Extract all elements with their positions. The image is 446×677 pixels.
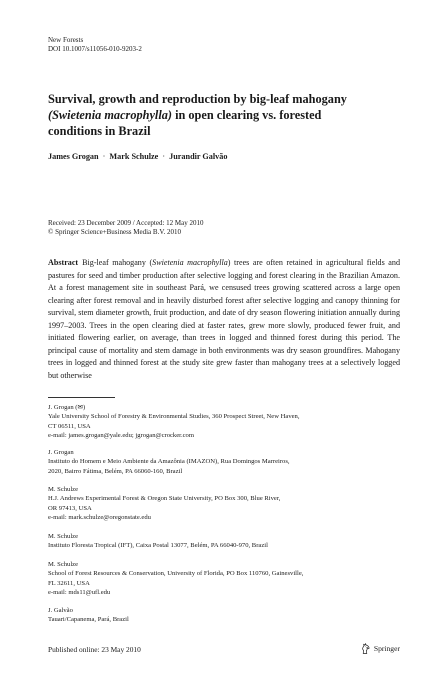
affiliation-author: M. Schulze — [48, 486, 79, 493]
affiliation-email[interactable]: e-mail: mds11@ufl.edu — [48, 588, 111, 596]
footnote-divider — [48, 397, 115, 398]
affiliation-address: Instituto Floresta Tropical (IFT), Caixa Postal 13077, Belém, PA 66040-970, Brazil — [48, 542, 268, 550]
affiliation-block — [48, 485, 400, 522]
affiliation-block — [48, 560, 400, 597]
abstract-species: Swietenia macrophylla — [152, 258, 228, 267]
affiliation-author: J. Grogan — [48, 449, 74, 456]
abstract-paragraph — [48, 257, 400, 382]
published-online-date: Published online: 23 May 2010 — [48, 645, 141, 654]
title-line-2-rest: in open clearing vs. forested — [172, 108, 322, 122]
author-separator: · — [162, 152, 166, 161]
author-separator: · — [102, 152, 106, 161]
author-name: James Grogan — [48, 152, 99, 161]
title-species: (Swietenia macrophylla) — [48, 108, 172, 122]
affiliation-author: J. Galvão — [48, 607, 73, 614]
affiliation-block — [48, 606, 400, 625]
affiliation-address: OR 97413, USA — [48, 504, 92, 512]
abstract-lead: Big-leaf mahogany ( — [82, 258, 153, 267]
springer-horse-icon — [361, 643, 371, 654]
affiliation-address: School of Forest Resources & Conservation, University of Florida, PO Box 110760, Gainesville, — [48, 570, 304, 578]
received-accepted-dates: Received: 23 December 2009 / Accepted: 12 May 2010 — [48, 219, 204, 227]
abstract-body: ) trees are often retained in agricultural fields and pastures for seed and timber production after selective logging and forest clearing in the Brazilian Amazon. At a forest management site in southeast Pará, we censused trees growing scattered across a large open clearing after forest removal and in heavily disturbed forest after selective logging and canopy thinning for survival, stem diameter growth, fruit production, and date of dry season flowering initiation annually during 1997–2003. Trees in the open clearing died at faster rates, grew more slowly, produced fewer fruit, and initiated flowering earlier, on average, than trees in logged and thinned forest during this period. The principal cause of mortality and stem damage in both environments was dry season groundfires. Mahogany trees in logged and thinned forest at the study site grew faster than mahogany trees at a selectively logged but otherwise — [48, 258, 400, 380]
journal-header — [48, 36, 142, 54]
journal-name: New Forests — [48, 36, 84, 44]
affiliation-author: J. Grogan (✉) — [48, 404, 86, 411]
article-history — [48, 219, 204, 237]
title-line-1: Survival, growth and reproduction by big-leaf mahogany — [48, 92, 347, 106]
affiliation-email[interactable]: e-mail: mark.schulze@oregonstate.edu — [48, 513, 151, 521]
affiliation-email[interactable]: e-mail: james.grogan@yale.edu; jgrogan@crocker.com — [48, 431, 194, 439]
affiliation-address: Tauari/Capanema, Pará, Brazil — [48, 616, 129, 624]
title-line-3: conditions in Brazil — [48, 124, 151, 138]
affiliation-address: H.J. Andrews Experimental Forest & Oregon State University, PO Box 300, Blue River, — [48, 495, 281, 503]
title-line-2 — [48, 107, 400, 123]
affiliation-address: FL 32611, USA — [48, 579, 90, 587]
journal-doi[interactable]: DOI 10.1007/s11056-010-9203-2 — [48, 45, 142, 53]
author-list — [48, 152, 227, 161]
affiliation-address: Instituto do Homem e Meio Ambiente da Amazônia (IMAZON), Rua Domingos Marreiros, — [48, 458, 290, 466]
article-title — [48, 91, 400, 139]
publisher-name: Springer — [373, 644, 400, 653]
affiliation-block — [48, 532, 400, 551]
author-name: Jurandir Galvão — [169, 152, 228, 161]
affiliation-address: 2020, Bairro Fátima, Belém, PA 66060-160, Brazil — [48, 467, 183, 475]
affiliation-block — [48, 403, 400, 440]
affiliation-address: Yale University School of Forestry & Environmental Studies, 360 Prospect Street, New Haven, — [48, 413, 300, 421]
affiliation-author: M. Schulze — [48, 533, 79, 540]
affiliation-block — [48, 448, 400, 476]
publisher-logo — [361, 643, 400, 654]
abstract-label: Abstract — [48, 258, 79, 267]
affiliation-address: CT 06511, USA — [48, 422, 91, 430]
author-name: Mark Schulze — [109, 152, 159, 161]
affiliation-author: M. Schulze — [48, 561, 79, 568]
copyright-notice: © Springer Science+Business Media B.V. 2010 — [48, 228, 181, 236]
